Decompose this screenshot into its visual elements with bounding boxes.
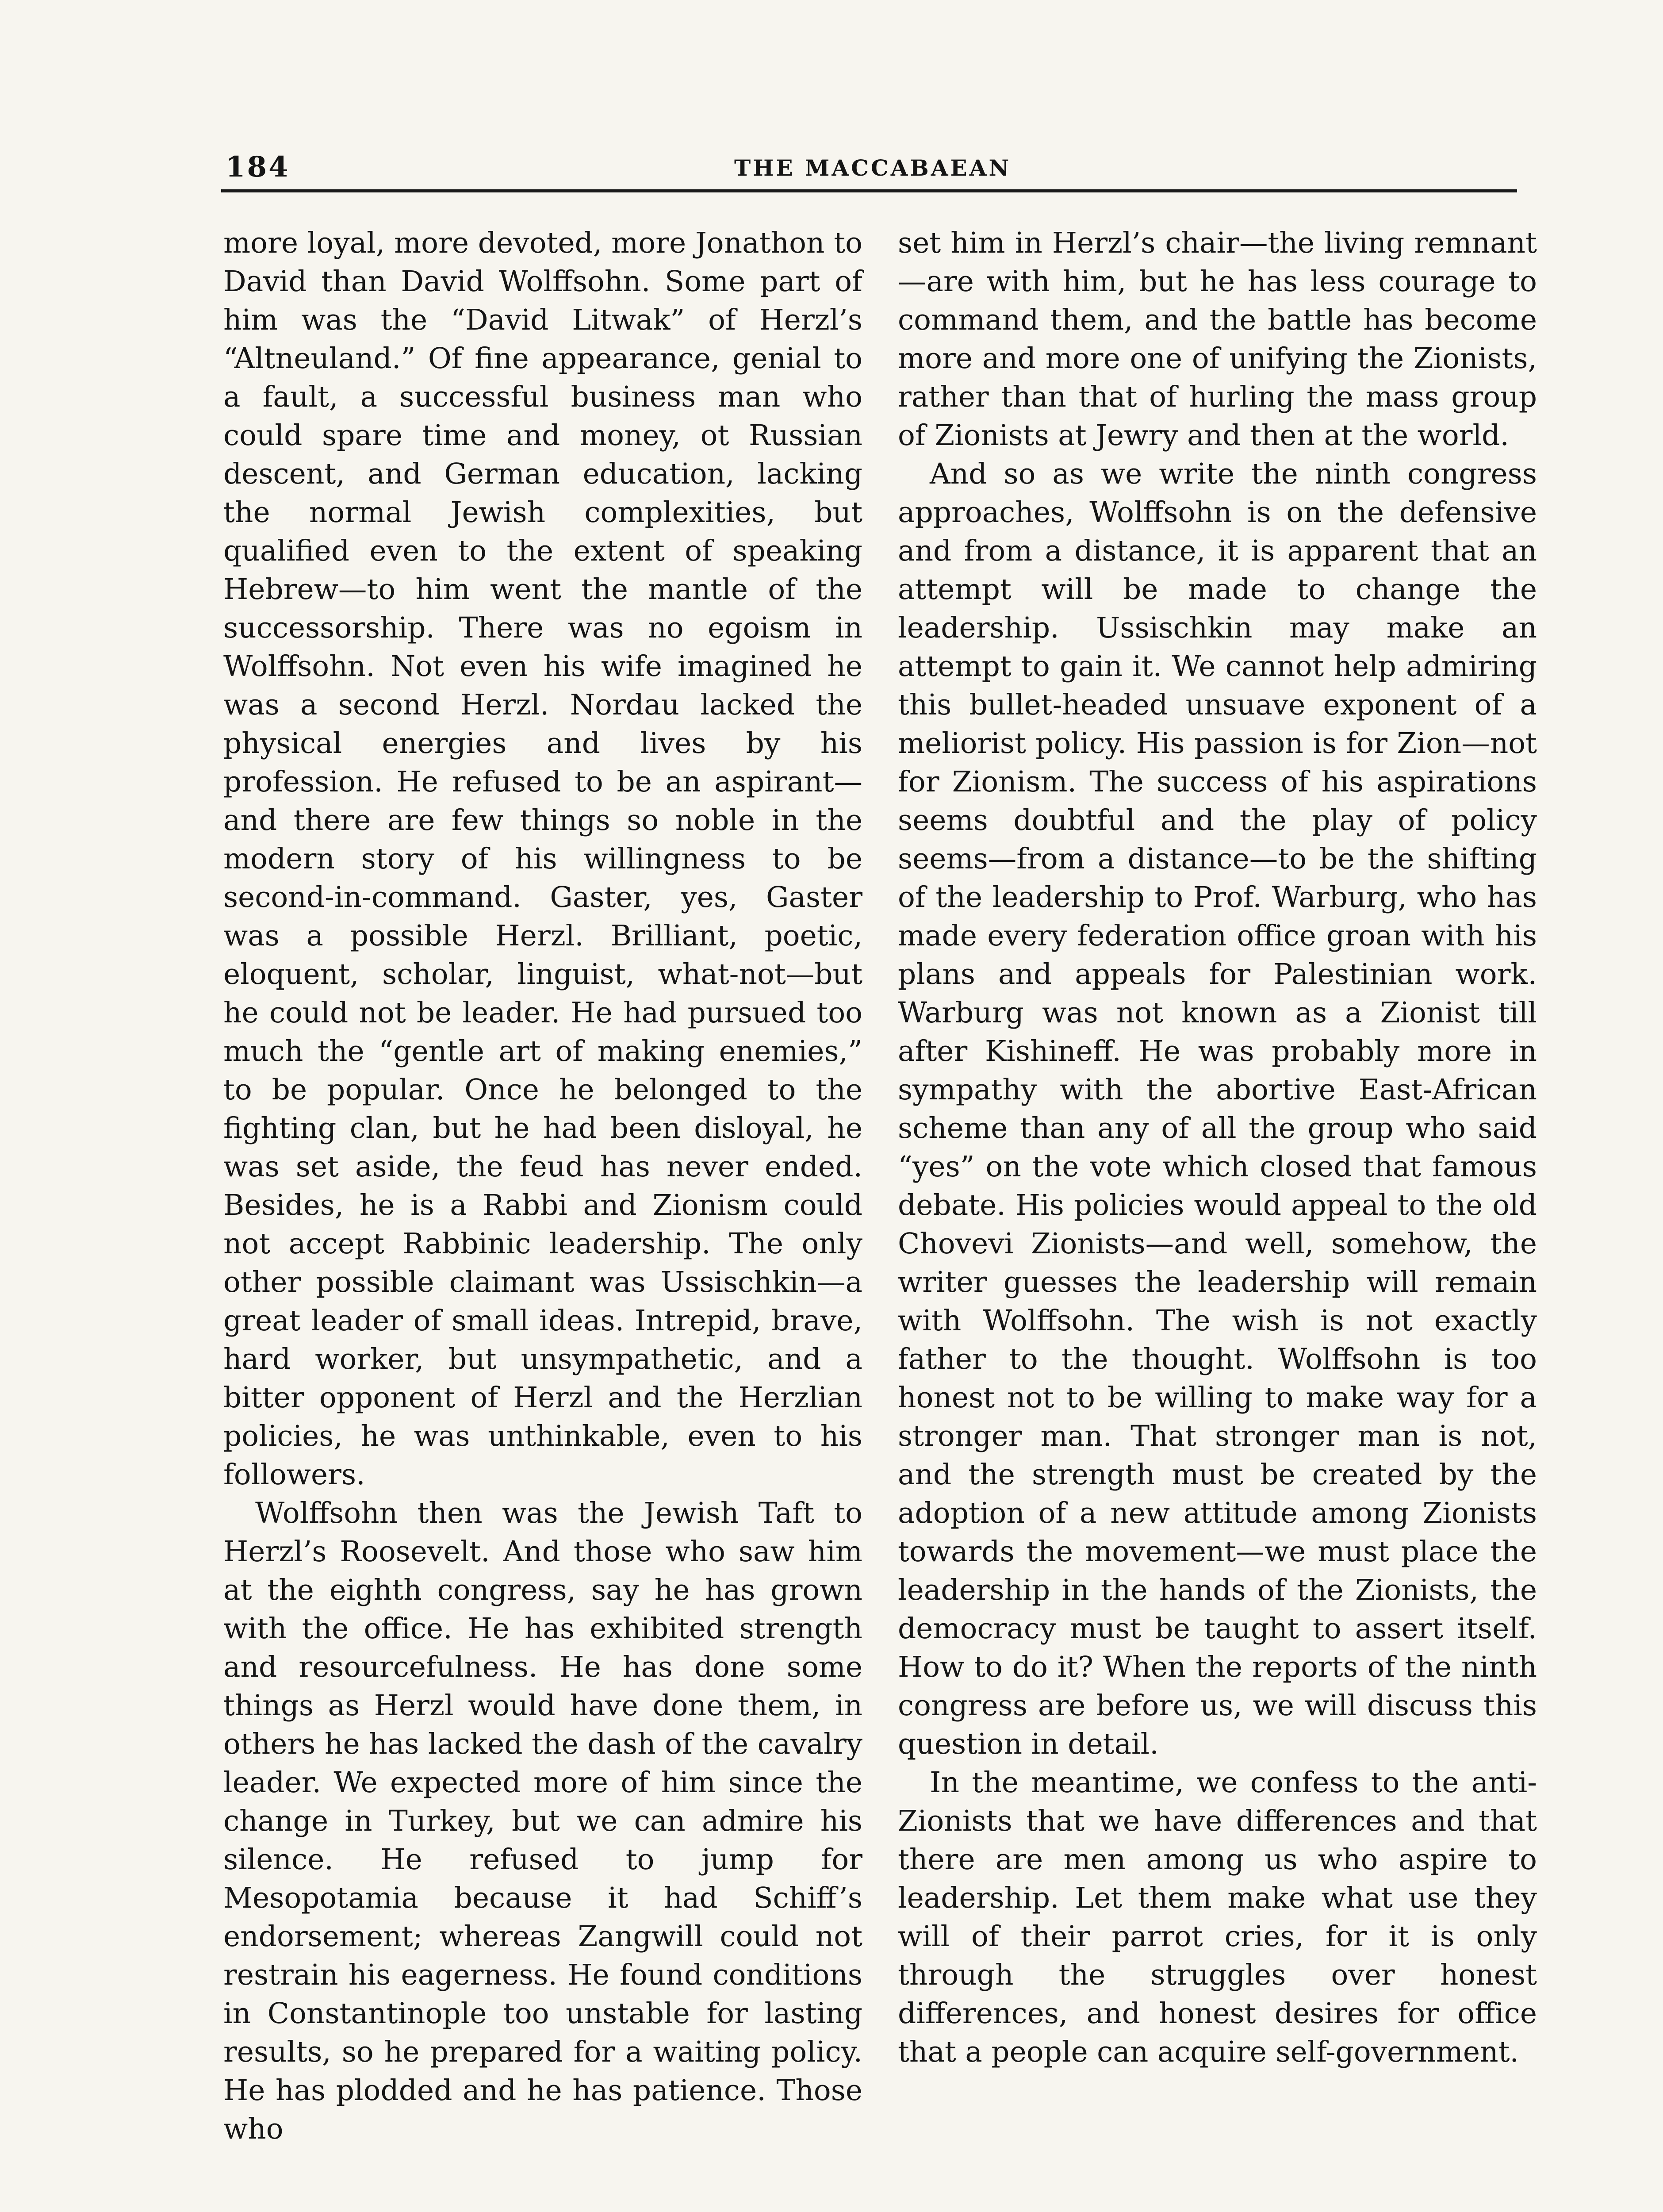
paragraph: set him in Herzl’s chair—the living remnant—are with him, but he has less courage to command them, and the battle has become more and more one of unifying the Zionists, rather than that of hurling the mass group of Zionists at Jewry and then at the world. <box>898 227 1537 452</box>
paragraph: In the meantime, we confess to the anti-Zionists that we have differences and that there are men among us who aspire to leadership. Let them make what use they will of their parrot cries, for it is only through the struggles over honest differences, and honest desires for office that a people can acquire self-government. <box>898 1766 1537 2069</box>
running-head: THE MACCABAEAN <box>734 155 1012 181</box>
right-column <box>898 224 1537 2071</box>
left-column <box>223 224 862 2148</box>
paragraph: more loyal, more devoted, more Jonathon to David than David Wolffsohn. Some part of him was the “David Litwak” of Herzl’s “Altneuland.” Of fine appearance, genial to a fault, a successful business man who could spare time and money, ot Russian descent, and German education, lacking the normal Jewish complexities, but qualified even to the extent of speaking Hebrew—to him went the mantle of the successorship. There was no egoism in Wolffsohn. Not even his wife imagined he was a second Herzl. Nordau lacked the physical energies and lives by his profession. He refused to be an aspirant—and there are few things so noble in the modern story of his willingness to be second-in-command. Gaster, yes, Gaster was a possible Herzl. Brilliant, poetic, eloquent, scholar, linguist, what-not—but he could not be leader. He had pursued too much the “gentle art of making enemies,” to be popular. Once he belonged to the fighting clan, but he had been disloyal, he was set aside, the feud has never ended. Besides, he is a Rabbi and Zionism could not accept Rabbinic leadership. The only other possible claimant was Ussischkin—a great leader of small ideas. Intrepid, brave, hard worker, but unsympathetic, and a bitter opponent of Herzl and the Herzlian policies, he was unthinkable, even to his followers. <box>223 227 862 1491</box>
paragraph: Wolffsohn then was the Jewish Taft to Herzl’s Roosevelt. And those who saw him at the eighth congress, say he has grown with the office. He has exhibited strength and resourcefulness. He has done some things as Herzl would have done them, in others he has lacked the dash of the cavalry leader. We expected more of him since the change in Turkey, but we can admire his silence. He refused to jump for Mesopotamia because it had Schiff’s endorsement; whereas Zangwill could not restrain his eagerness. He found conditions in Constantinople too unstable for lasting results, so he prepared for a waiting policy. He has plodded and he has patience. Those who <box>223 1497 862 2146</box>
page-number: 184 <box>226 150 290 184</box>
header-rule <box>221 189 1517 192</box>
paragraph: And so as we write the ninth congress approaches, Wolffsohn is on the defensive and from a distance, it is apparent that an attempt will be made to change the leadership. Ussischkin may make an attempt to gain it. We cannot help admiring this bullet-headed unsuave exponent of a meliorist policy. His passion is for Zion—not for Zionism. The success of his aspirations seems doubtful and the play of policy seems—from a distance—to be the shifting of the leadership to Prof. Warburg, who has made every federation office groan with his plans and appeals for Palestinian work. Warburg was not known as a Zionist till after Kishineff. He was probably more in sympathy with the abortive East-African scheme than any of all the group who said “yes” on the vote which closed that famous debate. His policies would appeal to the old Chovevi Zionists—and well, somehow, the writer guesses the leadership will remain with Wolffsohn. The wish is not exactly father to the thought. Wolffsohn is too honest not to be willing to make way for a stronger man. That stronger man is not, and the strength must be created by the adoption of a new attitude among Zionists towards the movement—we must place the leadership in the hands of the Zionists, the democracy must be taught to assert itself. How to do it? When the reports of the ninth congress are before us, we will discuss this question in detail. <box>898 457 1537 1761</box>
